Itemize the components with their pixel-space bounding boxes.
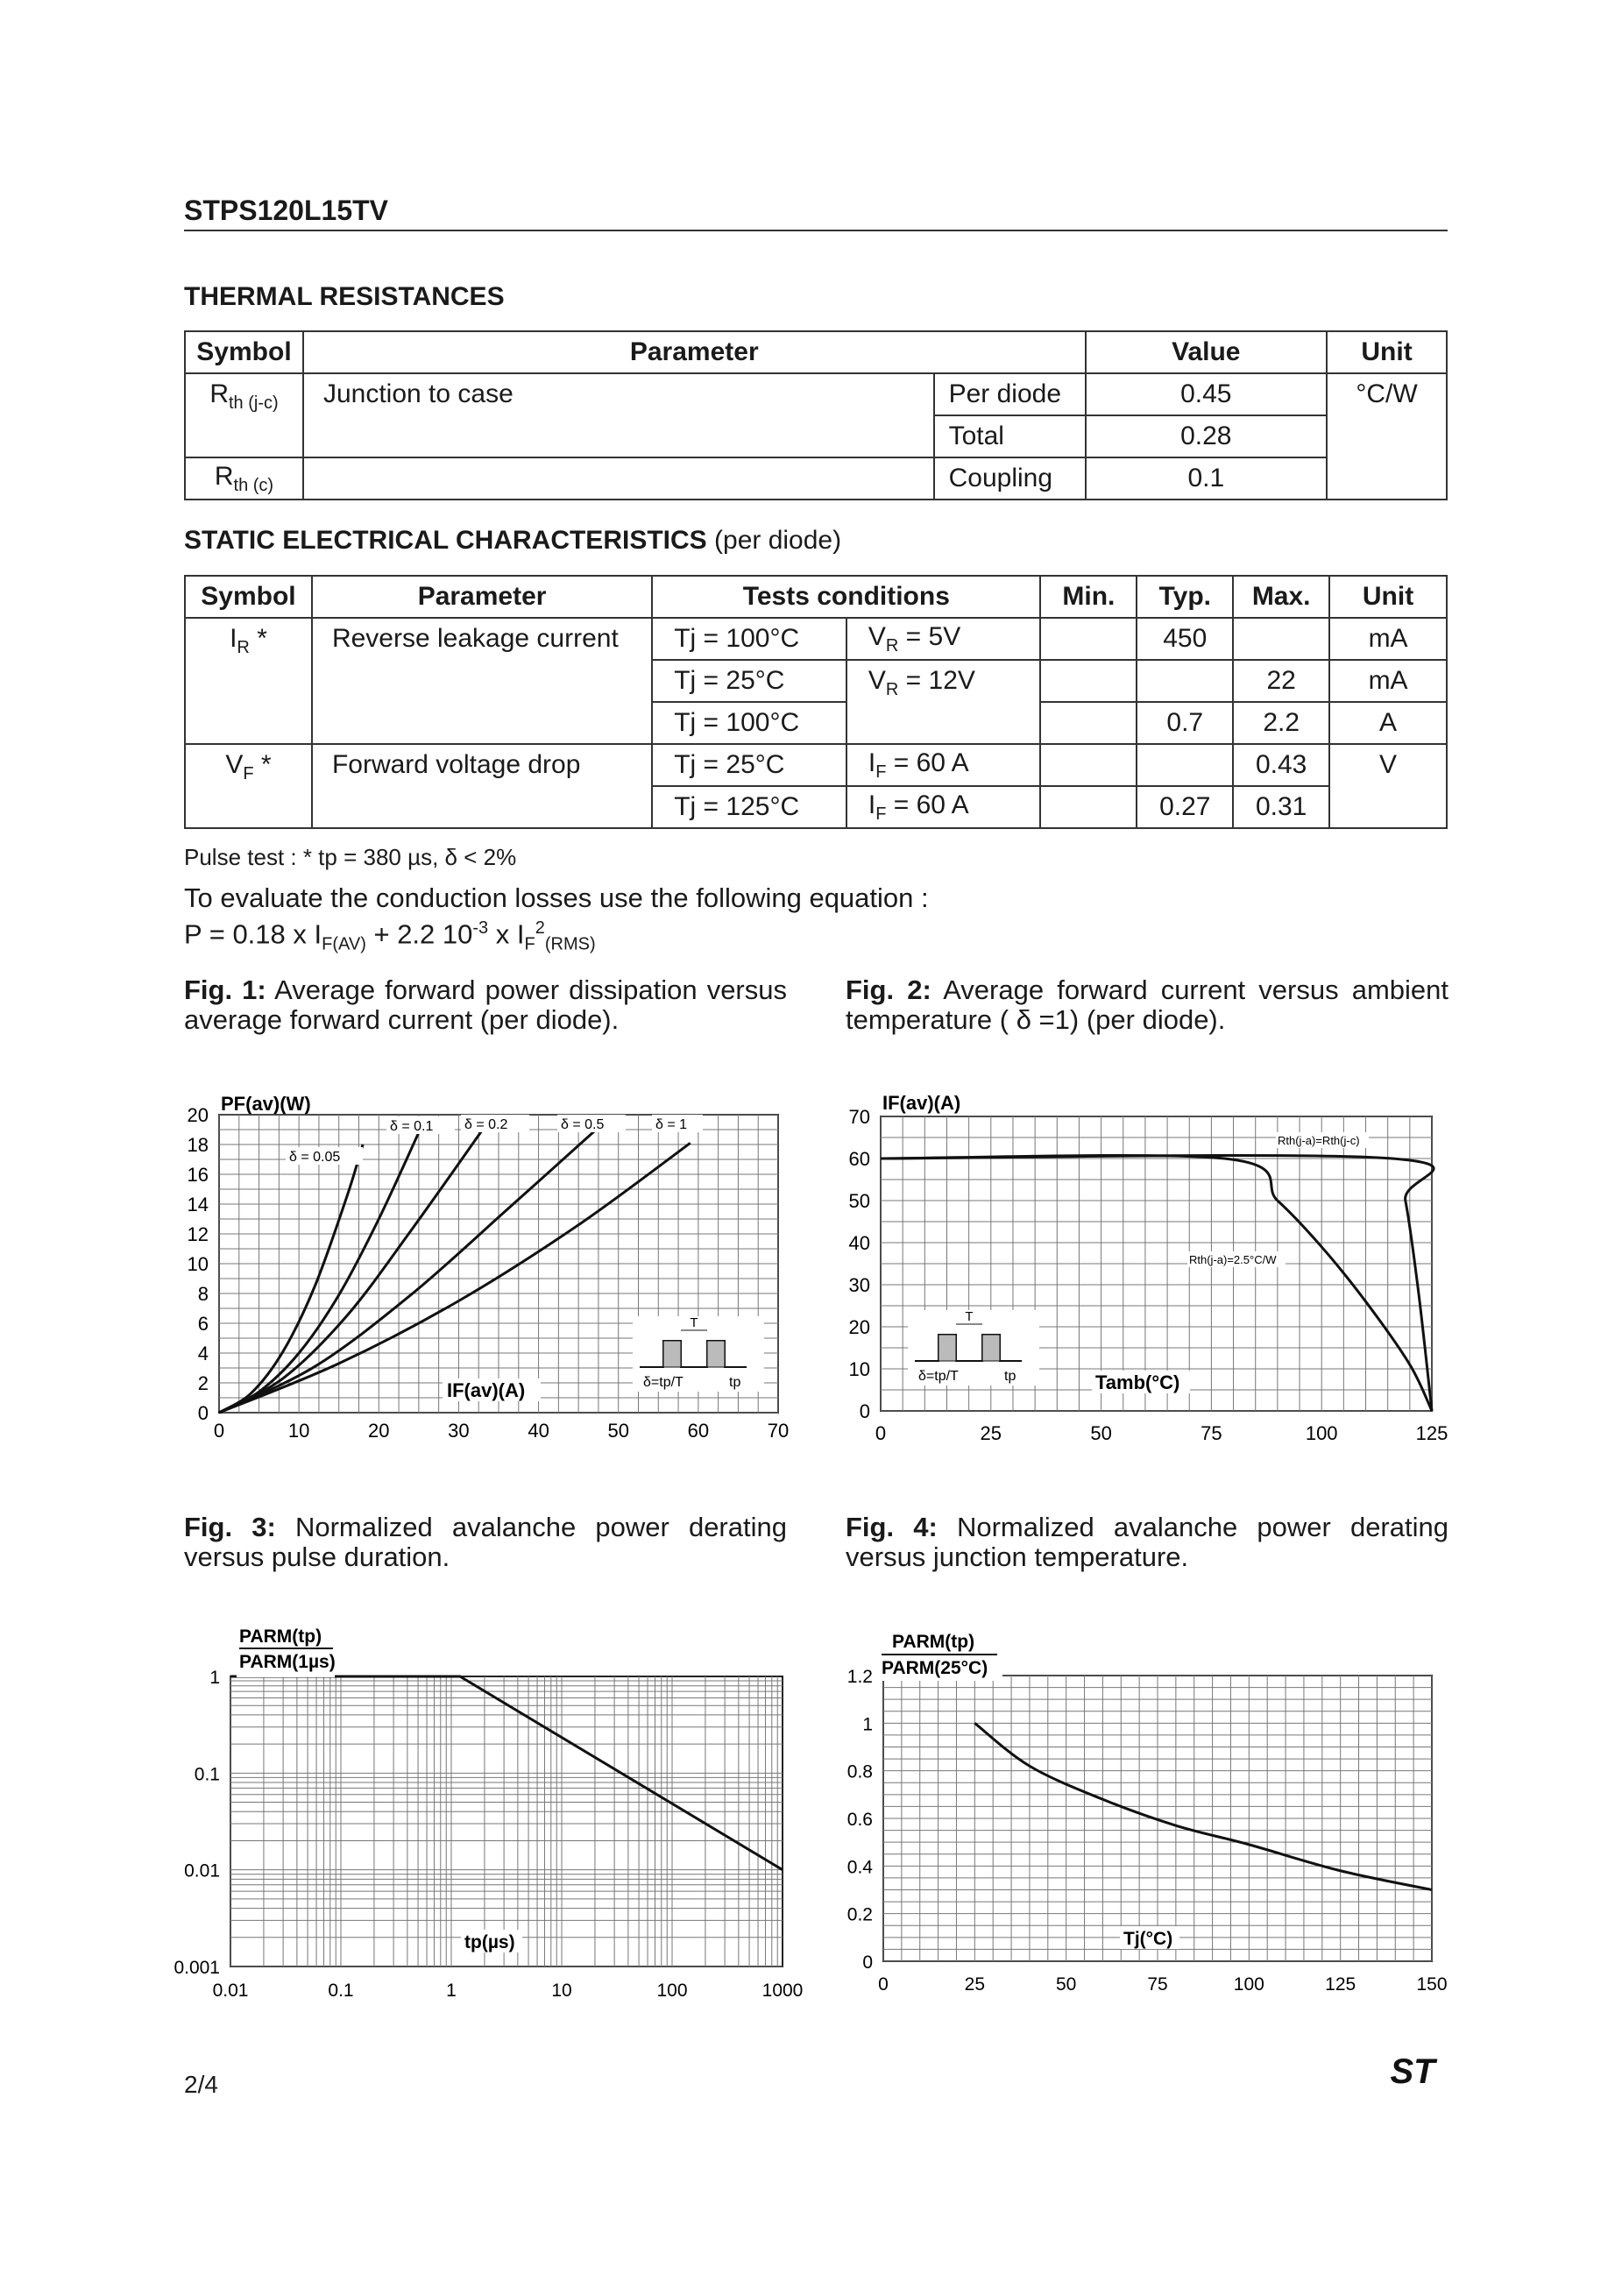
x-tick-label: 20 [368,1420,390,1442]
th-max: Max. [1233,576,1329,618]
y-tick-label: 4 [197,1343,209,1364]
chart-fig4 [847,1628,1448,1995]
x-tick-label: 100 [656,1981,688,2001]
cell-unit: V [1329,744,1447,828]
y-tick-label: 6 [197,1313,209,1335]
cell-tj: Tj = 25°C [652,660,846,702]
x-axis-title: Tj(°C) [1123,1929,1173,1949]
cell-tj: Tj = 25°C [652,744,846,786]
fig1-caption: Fig. 1: Average forward power dissipation versus average forward current (per diode). [184,974,788,1035]
static-section-title: STATIC ELECTRICAL CHARACTERISTICS (per diode) [184,526,842,555]
thermal-section-title: THERMAL RESISTANCES [184,282,505,311]
cell-parameter-vf: Forward voltage drop [312,744,652,828]
y-tick-label: 0 [859,1400,870,1422]
cell-unit: mA [1329,618,1447,660]
y-tick-label: 50 [848,1190,870,1212]
y-tick-label: 1 [209,1668,220,1688]
cell-value: 0.1 [1086,457,1328,500]
cell-typ: 0.7 [1137,702,1233,744]
th-tests-conditions: Tests conditions [652,576,1040,618]
doc-part-number: STPS120L15TV [184,195,388,226]
th-parameter: Parameter [312,576,652,618]
series-label: Rth(j-a)=2.5°C/W [1189,1253,1277,1266]
fig4-caption: Fig. 4: Normalized avalanche power derating versus junction temperature. [846,1512,1448,1572]
cell-unit: mA [1329,660,1447,702]
y-tick-label: 8 [197,1283,209,1305]
pulse-hatch [938,1335,956,1361]
y-tick-label: 0.2 [846,1904,873,1925]
cell-parameter: Junction to case [303,373,934,457]
cell-value: 0.28 [1086,415,1328,457]
x-tick-label: 0.1 [328,1981,354,2001]
y-tick-label: 60 [848,1148,870,1170]
pulse-hatch [707,1341,725,1367]
y-tick-label: 0.001 [174,1958,220,1978]
x-axis-title: tp(µs) [464,1932,515,1952]
x-tick-label: 10 [287,1420,310,1442]
cell-tj: Tj = 100°C [652,618,846,660]
y-tick-label: 20 [848,1316,870,1338]
st-logo-text: ST [1390,2053,1435,2090]
chart-fig2 [849,1092,1448,1444]
y-tick-label: 1 [862,1714,873,1735]
y-tick-label: 30 [848,1274,870,1296]
y-tick-label: 0 [197,1402,209,1424]
y-tick-label: 70 [848,1106,870,1128]
th-parameter: Parameter [303,331,1086,373]
x-tick-label: 30 [448,1420,470,1442]
y-axis-title-denominator: PARM(25°C) [882,1658,988,1678]
x-axis-title: Tamb(°C) [1095,1371,1180,1393]
cell-max: 2.2 [1233,702,1329,744]
y-tick-label: 18 [187,1134,209,1156]
tp-label: tp [729,1375,741,1390]
x-tick-label: 60 [687,1420,710,1442]
y-tick-label: 0.1 [194,1764,220,1785]
x-tick-label: 70 [767,1420,790,1442]
y-tick-label: 20 [187,1104,209,1126]
x-tick-label: 0 [875,1422,887,1444]
duty-label: δ=tp/T [643,1375,684,1390]
x-tick-label: 125 [1415,1422,1448,1444]
cell-condition: $V_R = 12V$ [846,660,1041,744]
chart-fig3 [174,1623,803,2001]
cell-symbol: $R_{th (j-c)}$ [185,373,303,457]
x-axis-title: IF(av)(A) [447,1379,526,1401]
y-axis-title: IF(av)(A) [882,1092,961,1114]
cell-typ: 0.27 [1137,786,1233,828]
th-unit: Unit [1327,331,1447,373]
x-tick-label: 40 [528,1420,549,1442]
series-label: δ = 0.5 [561,1117,605,1132]
cell-tj: Tj = 100°C [652,702,846,744]
cell-condition: $V_R = 5V$ [846,618,1041,660]
x-tick-label: 10 [551,1981,572,2001]
st-logo [1378,2053,1448,2090]
x-tick-label: 0.01 [212,1981,249,2001]
y-tick-label: 0 [862,1952,873,1973]
duty-label: δ=tp/T [918,1369,959,1384]
x-tick-label: 1000 [761,1981,804,2001]
series-label: δ = 0.2 [464,1117,508,1132]
chart-fig1 [188,1093,790,1442]
series-label: Rth(j-a)=Rth(j-c) [1278,1134,1360,1147]
cell-max: 22 [1233,660,1329,702]
y-axis-title: PF(av)(W) [221,1093,311,1115]
y-axis-title: PARM(tp) [239,1626,322,1647]
equation-formula: P = 0.18 x $I_{F(AV)} + 2.2$ $10^{-3}$ x $I_F^2_{(RMS)}$ [184,918,596,954]
cell-symbol-vf: $V_F$ * [185,744,312,828]
cell-condition: $I_F = 60$ A [846,744,1041,786]
x-tick-label: 0 [878,1974,889,1995]
x-tick-label: 50 [1055,1974,1077,1995]
equation-intro: To evaluate the conduction losses use the following equation : [184,882,929,913]
cell-condition: $I_F = 60$ A [846,786,1041,828]
x-tick-label: 0 [213,1420,225,1442]
fig3-caption: Fig. 3: Normalized avalanche power derating versus pulse duration. [184,1512,787,1572]
th-symbol: Symbol [185,331,303,373]
x-tick-label: 50 [607,1420,629,1442]
y-tick-label: 1.2 [846,1667,873,1687]
cell-symbol: $R_{th (c)}$ [185,457,303,500]
cell-parameter-ir: Reverse leakage current [312,618,652,744]
series-label: δ = 0.1 [390,1119,434,1134]
x-tick-label: 75 [1147,1974,1168,1995]
y-tick-label: 16 [187,1164,209,1186]
cell-unit: A [1329,702,1447,744]
cell-typ: 450 [1137,618,1233,660]
cell-condition: Coupling [934,457,1086,500]
th-typ: Typ. [1137,576,1233,618]
x-tick-label: 75 [1201,1422,1222,1444]
cell-max: 0.43 [1233,744,1329,786]
page-number: 2/4 [184,2071,218,2098]
y-tick-label: 0.4 [846,1857,873,1878]
th-unit: Unit [1329,576,1447,618]
fig2-caption: Fig. 2: Average forward current versus ambient temperature ( δ =1) (per diode). [846,974,1448,1035]
x-tick-label: 100 [1305,1422,1338,1444]
cell-symbol-ir: $I_R$ * [185,618,312,744]
period-label: T [690,1315,698,1330]
y-tick-label: 12 [187,1223,209,1245]
y-tick-label: 10 [187,1253,209,1275]
y-tick-label: 14 [187,1194,209,1215]
x-tick-label: 100 [1233,1974,1264,1995]
cell-condition: Total [934,415,1086,457]
cell-condition: Per diode [934,373,1086,415]
pulse-hatch [982,1335,1000,1361]
series-label: δ = 0.05 [289,1150,341,1165]
y-tick-label: 0.01 [184,1860,220,1881]
cell-tj: Tj = 125°C [652,786,846,828]
x-tick-label: 150 [1416,1974,1448,1995]
series-label: δ = 1 [655,1117,688,1132]
x-tick-label: 125 [1325,1974,1356,1995]
x-tick-label: 25 [964,1974,986,1995]
y-tick-label: 10 [848,1358,870,1380]
th-value: Value [1086,331,1328,373]
y-axis-title-denominator: PARM(1µs) [239,1652,336,1672]
period-label: T [965,1309,974,1324]
cell-unit: °C/W [1327,373,1447,500]
y-tick-label: 40 [848,1232,870,1254]
pulse-hatch [663,1341,681,1367]
y-axis-title: PARM(tp) [892,1632,975,1652]
x-tick-label: 1 [446,1981,457,2001]
y-tick-label: 0.6 [846,1810,873,1830]
cell-value: 0.45 [1086,373,1328,415]
y-tick-label: 2 [197,1372,209,1394]
x-tick-label: 50 [1090,1422,1112,1444]
x-tick-label: 25 [980,1422,1002,1444]
cell-max: 0.31 [1233,786,1329,828]
y-tick-label: 0.8 [846,1761,873,1782]
th-min: Min. [1040,576,1137,618]
pulse-test-note: Pulse test : * tp = 380 µs, δ < 2% [184,844,517,870]
th-symbol: Symbol [185,576,312,618]
tp-label: tp [1004,1369,1016,1384]
